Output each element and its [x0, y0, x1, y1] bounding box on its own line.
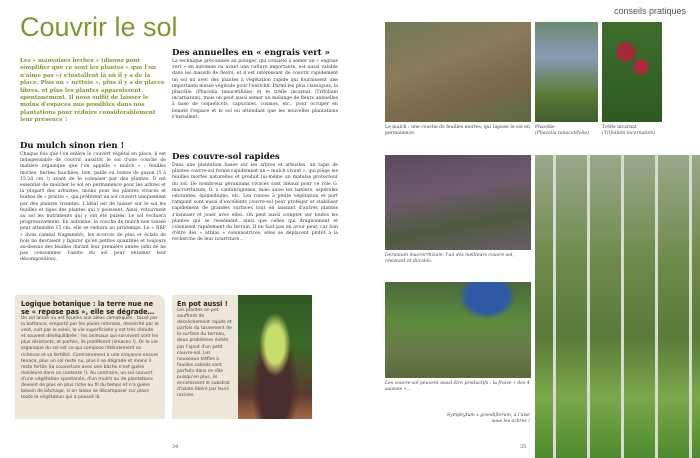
section-heading: Du mulch sinon rien ! — [20, 141, 125, 151]
section-mulch — [20, 141, 166, 264]
section-engrais-vert — [172, 48, 338, 121]
photo-phacelie — [535, 22, 598, 122]
photo-pot-plant — [238, 295, 312, 419]
page-title: Couvrir le sol — [20, 12, 178, 42]
box-en-pot — [172, 295, 238, 419]
caption-trefle — [602, 125, 672, 137]
photo-trefle — [602, 22, 662, 122]
photo-trees-symphytum — [535, 155, 700, 458]
caption-name: Phacélie — [535, 125, 555, 130]
section-heading: Des couvre-sol rapides — [172, 152, 280, 162]
caption-name: Trèfle incarnat — [602, 125, 637, 130]
box-heading: En pot aussi ! — [177, 300, 228, 308]
box-heading: Logique botanique : la terre nue ne se « repose pas », elle se dégrade… — [21, 300, 155, 316]
section-header: conseils pratiques — [613, 6, 686, 16]
photo-mulch — [385, 22, 531, 122]
page-number: 35 — [520, 444, 527, 450]
caption-latin: (Trifolium incarnatum) — [602, 131, 656, 136]
photo-fraise — [385, 282, 531, 378]
caption-latin: (Phacelia tanacetifolia) — [535, 131, 589, 136]
photo-geranium — [385, 155, 531, 250]
caption-fraise: Les couvre-sol peuvent aussi être productifs : la fraise « des 4 saisons »… — [385, 381, 530, 392]
caption-geranium: Geranium macrorrhizum, l'un des meilleurs couvre-sol, résistant et durable. — [385, 253, 514, 264]
section-couvre-sol — [172, 152, 338, 244]
box-text: Les plantes en pot souffrent de dessèchement rapide et parfois du tassement de la surface du terreau, deux problèmes évités par l'ajout d'un petit couvre-sol. Les nouveaux trèfles à feuilles colorés sont parfaits dans ce rôle puisqu'en plus, ils enrichissent le substrat d'azote libéré par leurs racines. — [177, 308, 232, 399]
section-text: Dans une plantation basée sur les arbres et arbustes, un tapis de plantes couvre-sol forme rapidement un « mulch vivant », qui piège les feuilles mortes naturelles et produit lui-même un matelas protecteur du sol. De nombreux géraniums vivaces sont idéaux pour ce rôle G. macrorrhizum, G. x cantabrigiense, mais aussi les lamiers, aspérules odorantes, épimediums, etc. Les ronces à petite végétation et port rampant sont aussi d'excellents couvre-sol pour protéger et stabiliser rapidement de grandes surfaces tout en laissant d'autres plantes s'insinuer et jouer avec elles. On peut aussi compter sur toutes les plantes qui se ressèment, ainsi que celles qui drageonnent et colonisent rapidement du terrain. Il ne faut pas en avoir peur, car loin d'être des « attilas » colonisatrices, elles se déplacent plutôt à la recherche de leur nourriture… — [172, 163, 338, 243]
caption-mulch: Le mulch : une couche de feuilles mortes, qui tapisse le sol en permanence. — [385, 125, 530, 136]
section-text: La technique préconisée au potager, qui consiste à semer un « engrais vert » en automne ou avant une culture importante, est aussi valable dans les massifs de fleurs, et il est intéressant de couvrir rapidement un sol nu avec des plantes à végétation rapide qui fournissent une importante masse végétale pour l'enrichir. Parmi les plus classiques, la phacélie (Phacelia tanacetifolia) et le trèfle incarnat (Trifolium incarnatum), mais on peut aussi semer un mélange de fleurs annuelles à base de coquelicots, capucines, cosmos, etc., pour occuper en beauté l'espace et le sol en attendant que les nouvelles plantations s'installent. — [172, 59, 338, 120]
page-number: 34 — [172, 444, 179, 450]
section-heading: Des annuelles en « engrais vert » — [172, 48, 330, 58]
intro-text: Les « mauvaises herbes » (disons pour simplifier que ce sont les plantes « que l'on n'aime pas ») s'installent là où il y a de la place. Plus on « nettoie », plus il y a de places libres, et plus les plantes apparaissent spontanément. Il nous suffit de laisser le moins d'espaces nus possibles dans nos plantations pour réduire considérablement leur présence ! — [20, 58, 165, 124]
section-text: Chaque fois que l'on enlève le couvert végétal en place, il est indispensable de couvrir aussitôt le sol d'une couche de matière organique que l'on appelle « mulch » : feuilles mortes, herbes fauchées, foin, paille ou tontes de gazon (5 à 15-20 cm !) avant de le coloniser par des plantes. Il est essentiel de mulcher le sol en permanence pour les arbres et la plupart des arbustes, moins pour les plantes vivaces et bulbes de « prairie », qui préfèrent un sol couvert uniquement par des plantes vivantes. L'idéal est de laisser sur le sol les feuilles et tiges des plantes qui y poussent. Ainsi, retournent au sol les nutriments qui y ont été puisés. Le sol évoluera progressivement. En automne, la couche de mulch non tassée peut atteindre 15 cm, elle se réduira au printemps. Le « BRF » (bois raméal fragmenté), les écorces de pins et éclats de bois ne devraient y figurer qu'en petites quantités et toujours au-dessus des feuilles durant leur première année (afin de ne pas consommer l'azote du sol pour entamer leur décomposition). — [20, 152, 166, 263]
caption-phacelie — [535, 125, 598, 137]
box-logique-botanique — [15, 295, 165, 419]
caption-symphytum: Symphytum x grandiflorum, à l'aise sous les arbres ! — [447, 413, 530, 424]
box-text: Un sol laissé nu est soumis aux aléas climatiques : tassé par la battance, emporté par les pluies intenses, desséché par le vent, cuit par le soleil, la vie superficielle y est très réduite et souvent déséquilibrée ; les animaux qui survivent sont les plus résistants, et parfois, ils prolifèrent (limaces !). Or la vie organique du sol est ce qui compose littéralement sa richesse et sa fertilité. Contrairement à une croyance encore tenace, plus un sol reste nu, plus il se dégrade et moins il reste fertile (la couverture avec une bâche n'est guère meilleure dans ce contexte !). Au contraire, un sol couvert d'une végétation spontanée, d'un mulch ou de plantations devient de plus en plus riche au fil du temps et n'a guère besoin de bêchage, si on laisse se décomposer sur place toute la végétation qui a poussé là. — [21, 316, 159, 401]
